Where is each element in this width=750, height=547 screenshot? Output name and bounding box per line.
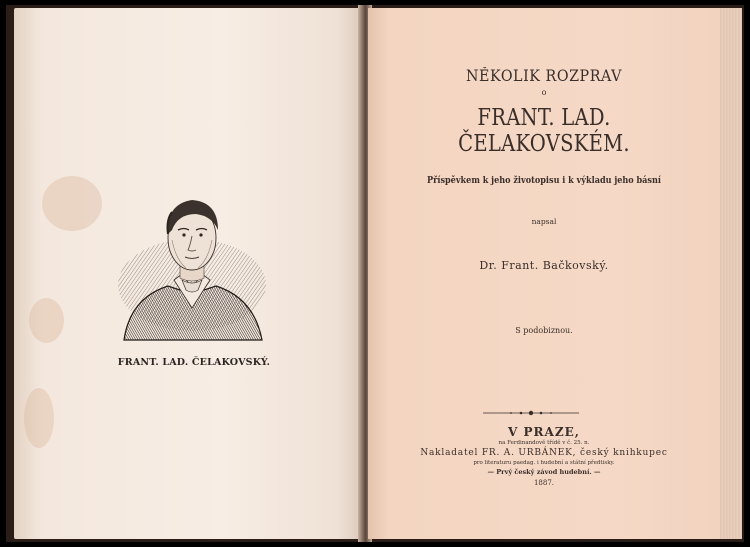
imprint-press: — Prvý český závod hudební. — (487, 468, 601, 476)
title-line-2: o (541, 88, 547, 97)
imprint-publisher-note: pro literaturu paedag. i hudební a státní předtisky. (473, 460, 615, 466)
title-line-1: NĚKOLIK ROZPRAV (466, 67, 622, 85)
imprint-publisher: Nakladatel FR. A. URBÁNEK, český knihkupec (420, 448, 668, 458)
page-edges (720, 8, 742, 539)
paper-stain (42, 176, 102, 231)
left-page (14, 8, 366, 539)
subtitle: Příspěvkem k jeho životopisu i k výkladu jeho básní (427, 176, 661, 186)
imprint-year: 1887. (533, 479, 555, 487)
author-name: Dr. Frant. Bačkovský. (479, 259, 609, 272)
title-page (368, 8, 720, 539)
imprint-city: V PRAZE, (508, 425, 580, 439)
paper-stain (29, 298, 64, 343)
portrait-note: S podobiznou. (515, 326, 573, 335)
portrait-engraving (116, 190, 268, 350)
ornament-divider (481, 408, 581, 418)
byline: napsal (531, 217, 557, 226)
imprint-address: na Ferdinandově třídě v č. 25. n. (498, 440, 590, 446)
paper-stain (24, 388, 54, 448)
title-line-3: FRANT. LAD. ČELAKOVSKÉM. (458, 105, 630, 157)
open-book (6, 5, 744, 542)
portrait-caption: FRANT. LAD. ČELAKOVSKÝ. (117, 357, 271, 368)
